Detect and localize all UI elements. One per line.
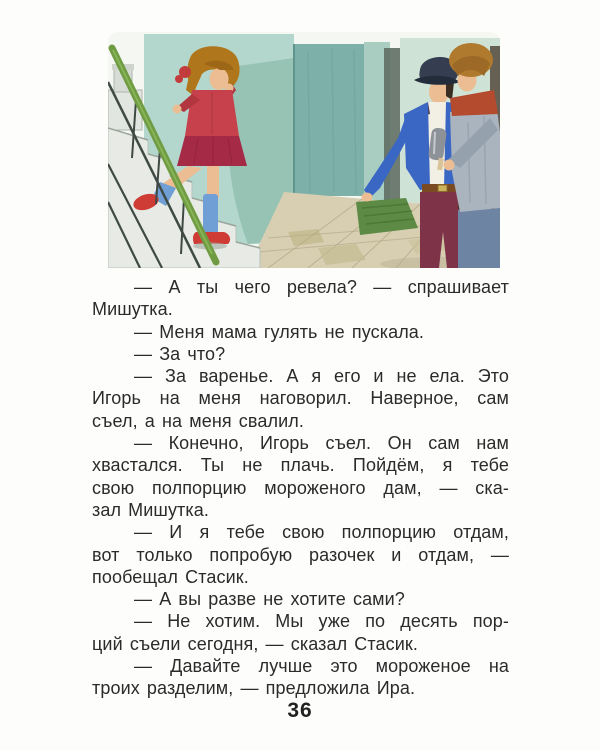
text-line: ций съели сегодня, — сказал Стасик. — [92, 633, 418, 654]
text-line: хвастался. Ты не плачь. Пойдём, я тебе — [92, 455, 509, 476]
doorway-shadow — [384, 48, 400, 216]
page-number: 36 — [287, 699, 313, 722]
text-line: пообещал Стасик. — [92, 566, 249, 587]
text-line: — Не хотим. Мы уже по десять пор- — [134, 611, 509, 632]
text-line: — А ты чего ревела? — спрашивает — [134, 277, 509, 297]
text-line: Игорь на меня наговорил. Наверное, сам — [92, 388, 509, 409]
story-text — [92, 276, 509, 700]
text-line: зал Мишутка. — [92, 499, 209, 520]
story-illustration — [108, 32, 500, 268]
belt-buckle — [438, 185, 447, 192]
boy1-hand — [362, 193, 373, 202]
text-line: — Меня мама гулять не пускала. — [134, 321, 425, 342]
girl-skirt — [177, 136, 247, 166]
text-line: съел, а на меня свалил. — [92, 410, 304, 431]
text-line: — За что? — [134, 343, 226, 364]
boy2-hand — [444, 160, 455, 171]
text-line: вот только попробую разочек и отдам, — — [92, 544, 509, 565]
illustration-canvas — [108, 32, 500, 268]
text-line: — И я тебе свою полпорцию отдам, — [134, 522, 509, 543]
text-line: — За варенье. А я его и не ела. Это — [134, 366, 509, 387]
boy2-jeans — [458, 206, 500, 268]
text-line: — Давайте лучше это мороженое на — [134, 656, 509, 677]
girl-hand-on-rail — [173, 105, 182, 114]
text-line: свою полпорцию мороженого дам, — ска- — [92, 477, 509, 498]
girl-front-sock — [203, 194, 218, 234]
text-line: — А вы разве не хотите сами? — [134, 589, 405, 610]
text-line: — Конечно, Игорь съел. Он сам нам — [134, 433, 509, 454]
text-line: троих разделим, — предложила Ира. — [92, 678, 416, 699]
text-line: Мишутка. — [92, 299, 173, 320]
girl-front-leg — [207, 166, 219, 198]
